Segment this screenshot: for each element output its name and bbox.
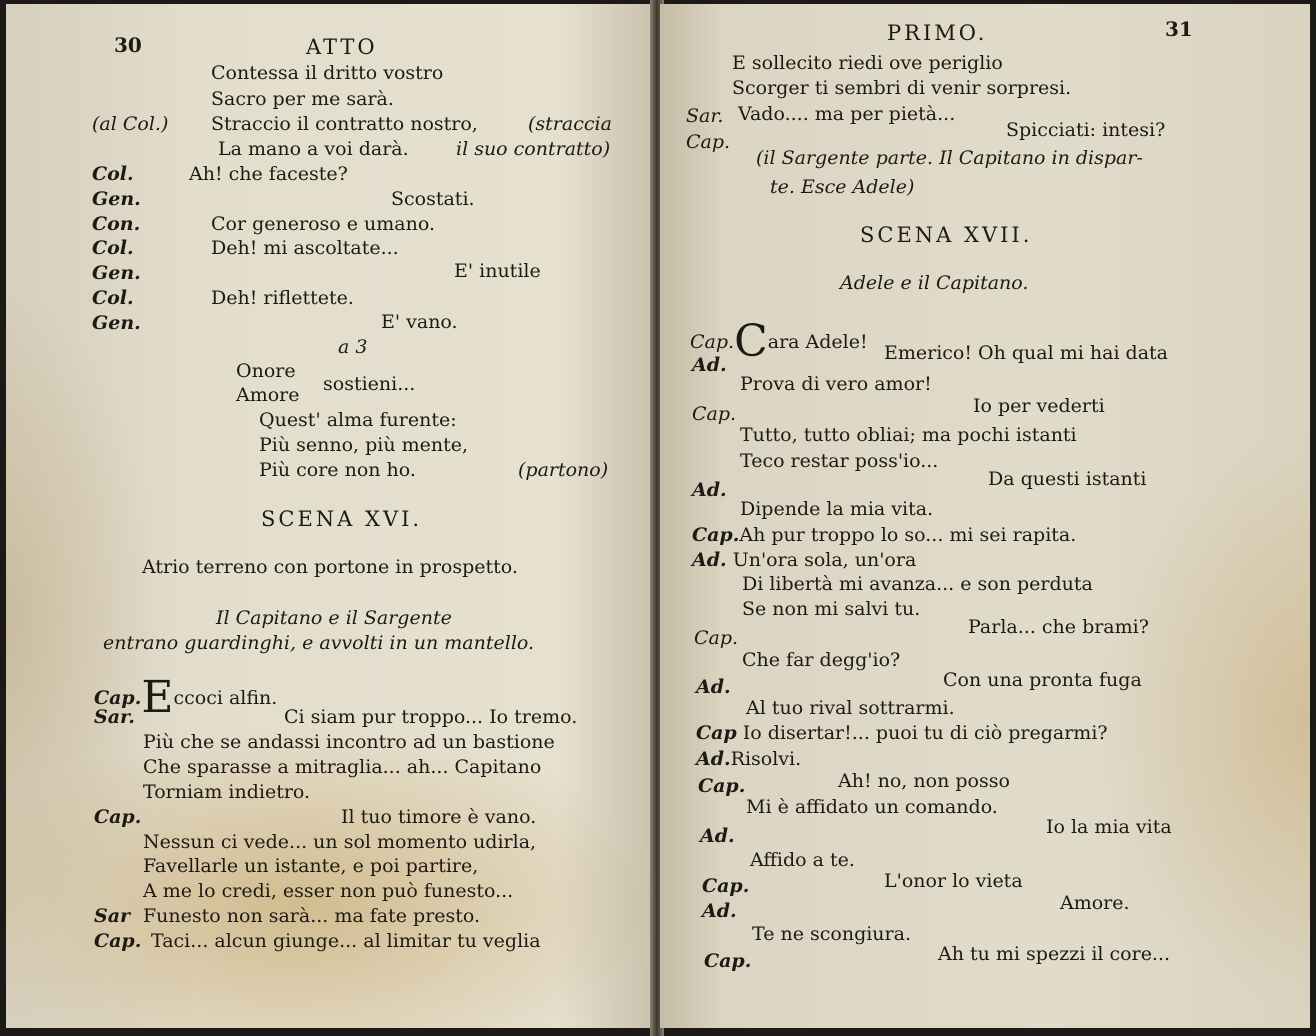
speaker-label: Cap. (690, 331, 735, 353)
speaker-label: Cap. (704, 950, 752, 972)
verse-line: Scostati. (391, 188, 475, 210)
verse-text: Un'ora sola, un'ora (732, 549, 917, 571)
speaker-label: Ad. (692, 354, 727, 376)
speaker-label: Con. (92, 213, 141, 235)
page-number: 31 (1165, 17, 1193, 41)
page-number: 30 (114, 33, 142, 57)
scene-characters: Adele e il Capitano. (840, 272, 1029, 294)
ensemble-marker: a 3 (338, 336, 368, 358)
verse-line: Dipende la mia vita. (740, 498, 934, 520)
speaker-label: Cap. (694, 627, 739, 649)
scene-characters: entrano guardinghi, e avvolti in un mantello. (103, 632, 535, 654)
speaker-label: Ad. (700, 825, 735, 847)
stage-direction: (il Sargente parte. Il Capitano in dispar- (756, 147, 1143, 169)
verse-line: Deh! mi ascoltate... (211, 237, 399, 259)
verse-line: Tutto, tutto obliai; ma pochi istanti (740, 424, 1077, 446)
verse-line: Torniam indietro. (143, 781, 311, 803)
verse-line: Io per vederti (973, 395, 1105, 417)
running-head: ATTO (306, 35, 378, 59)
speaker-label: Cap. (686, 131, 731, 153)
verse-line: E' inutile (454, 260, 541, 282)
verse-line: A me lo credi, esser non può funesto... (143, 880, 514, 902)
scene-title: SCENA XVII. (860, 223, 1033, 247)
onore-word: Onore (236, 360, 296, 382)
speaker-label: Sar (94, 905, 131, 927)
verse-line: Affido a te. (750, 849, 855, 871)
verse-line: Di libertà mi avanza... e son perduta (742, 573, 1093, 595)
speaker-label: Col. (92, 237, 134, 259)
verse-line: Teco restar poss'io... (740, 450, 939, 472)
verse-line: Spicciati: intesi? (1006, 119, 1166, 141)
verse-line: Contessa il dritto vostro (211, 62, 444, 84)
verse-line: sostieni... (323, 373, 416, 395)
verse-line: Funesto non sarà... ma fate presto. (143, 905, 481, 927)
stage-direction: (straccia (528, 113, 612, 135)
speaker-label: Ad. (696, 676, 731, 698)
drop-cap: C (734, 316, 768, 367)
verse-line: Parla... che brami? (968, 616, 1149, 638)
speaker-label: Cap. (692, 524, 740, 546)
verse-line: Te ne scongiura. (752, 923, 911, 945)
speaker-label: Cap. (702, 875, 750, 897)
speaker-label: Sar. (94, 706, 135, 728)
dialogue-line (696, 722, 1108, 744)
verse-line: Se non mi salvi tu. (742, 598, 921, 620)
verse-line: Emerico! Oh qual mi hai data (884, 342, 1169, 364)
scene-title: SCENA XVI. (261, 507, 423, 531)
verse-line: Nessun ci vede... un sol momento udirla, (143, 831, 537, 853)
speaker-label: Cap. (94, 930, 142, 952)
verse-line: Io la mia vita (1046, 816, 1172, 838)
speaker-label: Cap (696, 722, 737, 744)
speaker-label: Ad. (702, 900, 737, 922)
verse-line: Cor generoso e umano. (211, 213, 435, 235)
scene-setting: Atrio terreno con portone in prospetto. (142, 556, 518, 578)
verse-line: Taci... alcun giunge... al limitar tu veglia (151, 930, 541, 952)
speaker-label: Ad. (692, 479, 727, 501)
verse-line: Deh! riflettete. (211, 287, 354, 309)
dialogue-line (692, 549, 916, 571)
verse-line: Il tuo timore è vano. (341, 806, 537, 828)
speaker-label: Cap. (698, 775, 746, 797)
verse-line: Da questi istanti (988, 468, 1147, 490)
verse-line: Sacro per me sarà. (211, 88, 394, 110)
verse-line: Con una pronta fuga (943, 669, 1142, 691)
left-page (6, 4, 656, 1028)
verse-line: Più senno, più mente, (259, 434, 469, 456)
verse-text: Risolvi. (730, 748, 802, 770)
verse-line: Vado.... ma per pietà... (738, 103, 956, 125)
brace-words (236, 360, 300, 406)
speaker-label: Col. (92, 163, 134, 185)
verse-text: ara Adele! (767, 331, 868, 353)
verse-line: Più che se andassi incontro ad un bastione (143, 731, 555, 753)
verse-line: Più core non ho. (259, 459, 416, 481)
verse-line: E' vano. (381, 311, 458, 333)
speaker-label: Cap. (94, 687, 142, 709)
dialogue-line (696, 748, 801, 770)
speaker-label: Sar. (686, 105, 724, 127)
verse-line: Che sparasse a mitraglia... ah... Capitano (143, 756, 542, 778)
right-page (660, 4, 1310, 1028)
speaker-label: Gen. (92, 188, 141, 210)
speaker-label: Cap. (692, 403, 737, 425)
speaker-label: Gen. (92, 312, 141, 334)
stage-direction: te. Esce Adele) (770, 176, 915, 198)
verse-line: La mano a voi darà. (218, 138, 409, 160)
stage-direction: (partono) (518, 459, 609, 481)
amore-word: Amore (236, 384, 300, 406)
verse-text: Io disertar!... puoi tu di ciò pregarmi? (742, 722, 1108, 744)
dialogue-line (692, 524, 1076, 546)
stage-aside: (al Col.) (92, 113, 169, 135)
speaker-label: Cap. (94, 806, 142, 828)
scene-characters: Il Capitano e il Sargente (216, 607, 452, 629)
verse-line: Ah tu mi spezzi il core... (938, 943, 1171, 965)
verse-text: ccoci alfin. (173, 687, 278, 709)
speaker-label: Gen. (92, 262, 141, 284)
verse-line: Amore. (1060, 892, 1130, 914)
running-head: PRIMO. (887, 21, 988, 45)
verse-line: Ah! no, non posso (838, 770, 1010, 792)
verse-line: Scorger ti sembri di venir sorpresi. (732, 77, 1072, 99)
speaker-label: Col. (92, 287, 134, 309)
verse-line: Favellarle un istante, e poi partire, (143, 855, 479, 877)
verse-line: Che far degg'io? (742, 649, 901, 671)
verse-line: Ah! che faceste? (189, 163, 348, 185)
verse-text: Ah pur troppo lo so... mi sei rapita. (739, 524, 1077, 546)
verse-line: Straccio il contratto nostro, (211, 113, 478, 135)
verse-line: L'onor lo vieta (884, 870, 1023, 892)
verse-line: Ci siam pur troppo... Io tremo. (284, 706, 578, 728)
speaker-label: Ad. (692, 549, 727, 571)
verse-line: E sollecito riedi ove periglio (732, 52, 1003, 74)
verse-line: Mi è affidato un comando. (746, 796, 998, 818)
verse-line: Quest' alma furente: (259, 409, 457, 431)
stage-direction: il suo contratto) (456, 138, 611, 160)
drop-cap: E (141, 672, 174, 723)
speaker-label: Ad. (696, 748, 731, 770)
verse-line: Prova di vero amor! (740, 373, 932, 395)
verse-line: Al tuo rival sottrarmi. (746, 697, 955, 719)
